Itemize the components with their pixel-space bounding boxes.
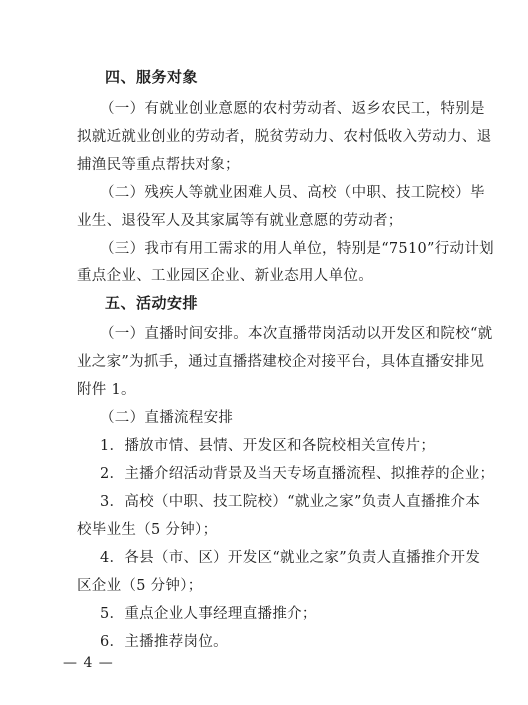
list-item: 5．重点企业人事经理直播推介；: [100, 606, 317, 622]
section-heading-service-targets: 四、服务对象: [105, 68, 199, 86]
list-item-continuation: 校毕业生（5 分钟）；: [77, 522, 218, 538]
subheading-broadcast-process: （二）直播流程安排: [100, 410, 234, 426]
section-heading-activity-arrangement: 五、活动安排: [105, 294, 199, 312]
paragraph-line: （三）我市有用工需求的用人单位，特别是“7510”行动计划: [100, 241, 494, 257]
paragraph-line: 业生、退役军人及其家属等有就业意愿的劳动者；: [77, 213, 403, 229]
paragraph-line: 重点企业、工业园区企业、新业态用人单位。: [77, 268, 373, 284]
paragraph-line: 拟就近就业创业的劳动者，脱贫劳动力、农村低收入劳动力、退: [77, 129, 492, 145]
paragraph-line: 附件 1。: [77, 382, 136, 398]
paragraph-line: （一）有就业创业意愿的农村劳动者、返乡农民工，特别是: [100, 101, 485, 117]
list-item: 3．高校（中职、技工院校）“就业之家”负责人直播推介本: [100, 494, 481, 510]
paragraph-line: （一）直播时间安排。本次直播带岗活动以开发区和院校“就: [100, 326, 493, 342]
list-item: 4．各县（市、区）开发区“就业之家”负责人直播推介开发: [100, 550, 481, 566]
list-item-continuation: 区企业（5 分钟）；: [77, 578, 203, 594]
paragraph-line: 业之家”为抓手，通过直播搭建校企对接平台，具体直播安排见: [77, 354, 485, 370]
list-item: 6．主播推荐岗位。: [100, 634, 228, 650]
list-item: 1．播放市情、县情、开发区和各院校相关宣传片；: [100, 438, 436, 454]
list-item: 2．主播介绍活动背景及当天专场直播流程、拟推荐的企业；: [100, 466, 495, 482]
page-number: — 4 —: [63, 655, 114, 671]
paragraph-line: 捕渔民等重点帮扶对象；: [77, 157, 240, 173]
paragraph-line: （二）残疾人等就业困难人员、高校（中职、技工院校）毕: [100, 185, 485, 201]
